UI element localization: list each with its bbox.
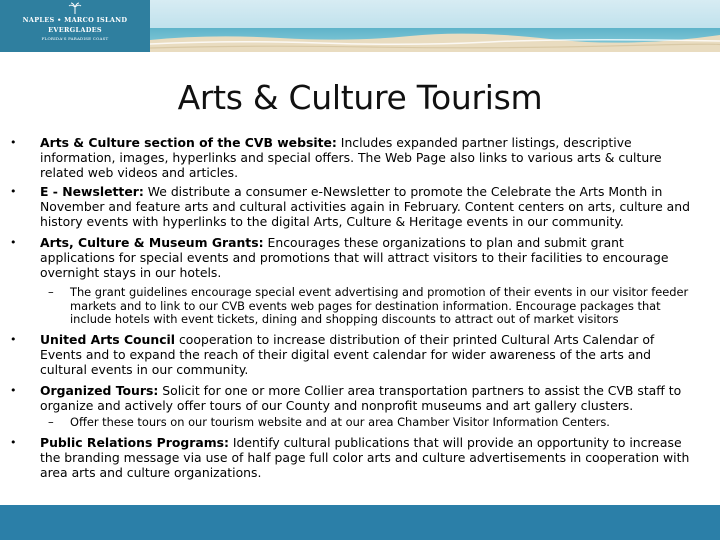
bullet-marker: • bbox=[10, 333, 17, 346]
bullet-heading: United Arts Council bbox=[40, 332, 176, 347]
bullet-marker: • bbox=[10, 384, 17, 397]
bullet-heading: E - Newsletter: bbox=[40, 184, 144, 199]
bullet-heading: Organized Tours: bbox=[40, 383, 159, 398]
sub-bullet-marker: – bbox=[48, 285, 54, 299]
bullet-heading: Arts & Culture section of the CVB website: bbox=[40, 135, 337, 150]
bullet-marker: • bbox=[10, 185, 17, 198]
bullet-heading: Arts, Culture & Museum Grants: bbox=[40, 235, 264, 250]
bullet-text: Includes expanded partner listings, descriptive information, images, hyperlinks and special offers. The Web Page also links to various arts & culture related web videos and articles. bbox=[40, 135, 662, 181]
logo-text-line1: NAPLES • MARCO ISLAND bbox=[22, 16, 128, 24]
palm-logo-icon bbox=[68, 2, 82, 14]
beach-scene-image bbox=[150, 0, 720, 52]
bullet-text: Identify cultural publications that will provide an opportunity to increase the branding message via use of half page full color arts and culture advertisements in cooperation with area arts and culture organizations. bbox=[40, 435, 690, 481]
page-title: Arts & Culture Tourism bbox=[177, 78, 543, 117]
bullet-text: We distribute a consumer e-Newsletter to promote the Celebrate the Arts Month in November and feature arts and cultural activities again in February. Content centers on arts, culture and history events with hyperlinks to the digital Arts, Culture & Heritage events in our community. bbox=[40, 184, 690, 230]
bullet-item bbox=[10, 435, 696, 481]
header-banner bbox=[0, 0, 720, 52]
bullet-item bbox=[10, 332, 696, 378]
footer-bar bbox=[0, 505, 720, 540]
bullet-marker: • bbox=[10, 236, 17, 249]
bullet-item bbox=[10, 235, 696, 281]
logo-tagline: FLORIDA'S PARADISE COAST bbox=[41, 36, 109, 41]
sub-bullet-text: The grant guidelines encourage special event advertising and promotion of their events in our visitor feeder markets and to link to our CVB events web pages for destination information. Encourage packages that include hotels with event tickets, dining and shopping discounts to attract out of market visitors bbox=[70, 285, 689, 327]
bullet-text: Solicit for one or more Collier area transportation partners to assist the CVB staff to organize and actively offer tours of our County and nonprofit museums and art gallery clusters. bbox=[40, 383, 682, 414]
logo-text-line2: EVERGLADES bbox=[48, 26, 102, 34]
brand-logo bbox=[0, 0, 150, 52]
bullet-item bbox=[10, 135, 696, 181]
bullet-heading: Public Relations Programs: bbox=[40, 435, 229, 450]
bullet-item bbox=[10, 184, 696, 230]
bullet-text: Encourages these organizations to plan and submit grant applications for special events and promotions that will attract visitors to their facilities to encourage overnight stays in our hotels. bbox=[40, 235, 669, 281]
sub-bullet-marker: – bbox=[48, 415, 54, 429]
bullet-item bbox=[10, 383, 696, 414]
sub-bullet-text: Offer these tours on our tourism website and at our area Chamber Visitor Information Centers. bbox=[70, 415, 610, 429]
bullet-text: cooperation to increase distribution of their printed Cultural Arts Calendar of Events and to expand the reach of their digital event calendar for wider awareness of the arts and cultural events in our community. bbox=[40, 332, 655, 378]
sub-bullet-item bbox=[48, 285, 696, 327]
sub-bullet-item bbox=[48, 415, 696, 430]
bullet-marker: • bbox=[10, 136, 17, 149]
bullet-marker: • bbox=[10, 436, 17, 449]
